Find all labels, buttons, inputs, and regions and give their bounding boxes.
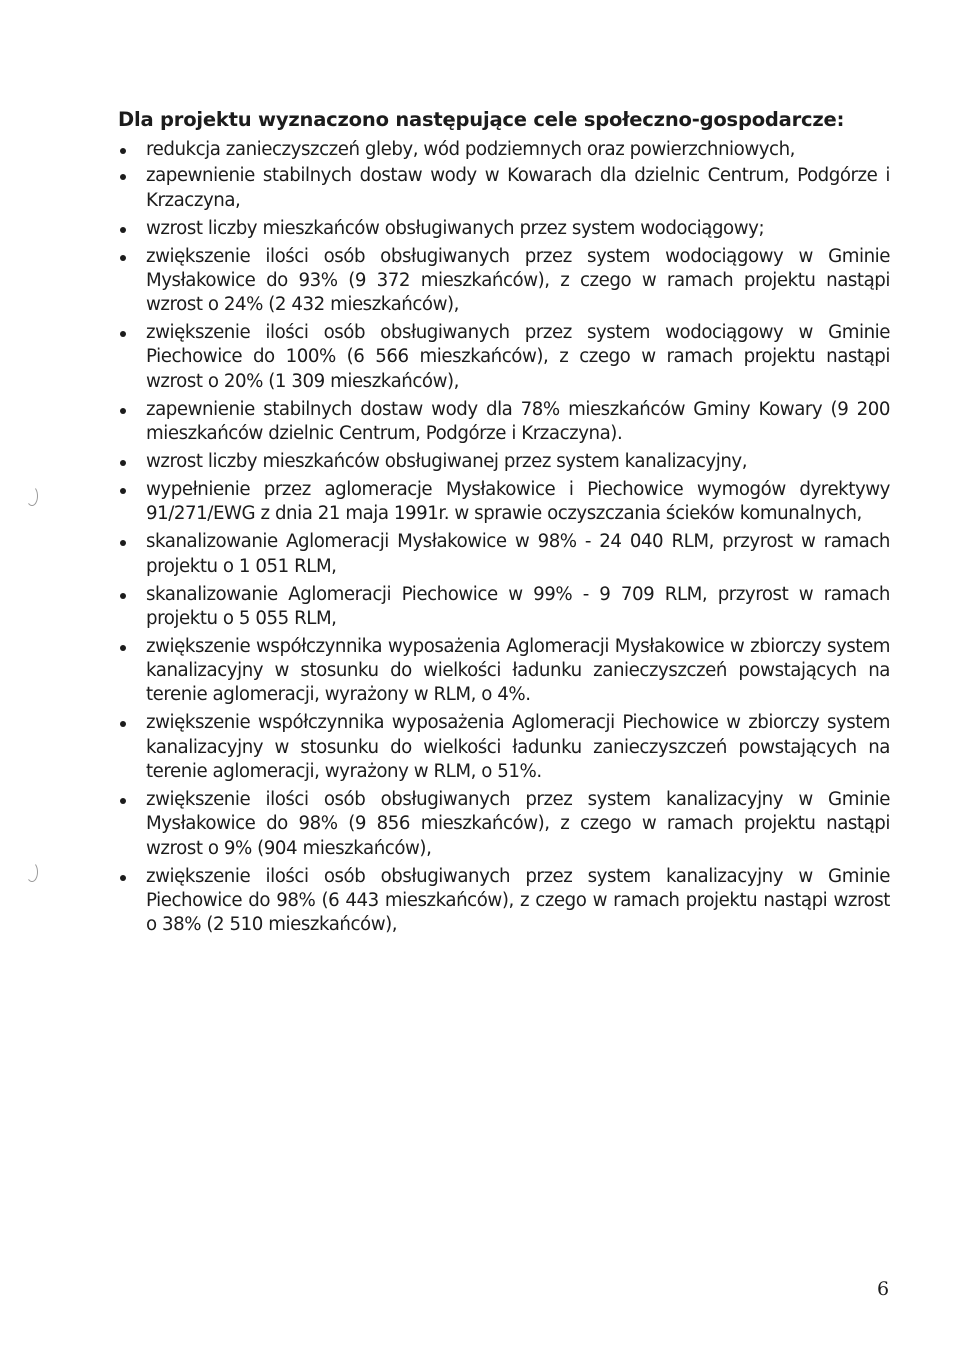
list-item-text: zwiększenie ilości osób obsługiwanych przez system wodociągowy w Gminie Mysłakowice do 93% (9 372 mieszkańców), z czego w ramach projektu nastąpi wzrost o 24% (2 432 mieszkańców),	[146, 245, 890, 316]
list-item-text: zwiększenie ilości osób obsługiwanych przez system wodociągowy w Gminie Piechowice do 100% (6 566 mieszkańców), z czego w ramach projektu nastąpi wzrost o 20% (1 309 mieszkańców),	[146, 322, 890, 392]
bullet-icon	[120, 540, 126, 546]
bullet-icon	[120, 798, 126, 804]
list-item-text: zwiększenie ilości osób obsługiwanych przez system kanalizacyjny w Gminie Mysłakowice do 98% (9 856 mieszkańców), z czego w ramach projektu nastąpi wzrost o 9% (904 mieszkańców),	[146, 788, 890, 859]
list-item	[118, 217, 890, 241]
bullet-icon	[120, 331, 126, 337]
bullet-icon	[120, 645, 126, 651]
section-heading: Dla projektu wyznaczono następujące cele społeczno-gospodarcze:	[118, 108, 845, 131]
bullet-icon	[120, 460, 126, 466]
bullet-icon	[120, 227, 126, 233]
goals-list	[118, 138, 890, 941]
list-item	[118, 450, 890, 474]
bullet-icon	[120, 593, 126, 599]
list-item	[118, 788, 890, 861]
list-item	[118, 583, 890, 632]
bullet-icon	[120, 174, 126, 180]
list-item	[118, 530, 890, 579]
list-item	[118, 478, 890, 527]
list-item	[118, 245, 890, 318]
list-item-text: skanalizowanie Aglomeracji Mysłakowice w 98% - 24 040 RLM, przyrost w ramach projektu o 1 051 RLM,	[146, 531, 890, 577]
page-number: 6	[877, 1278, 890, 1300]
list-item-text: redukcja zanieczyszczeń gleby, wód podziemnych oraz powierzchniowych,	[146, 139, 796, 160]
list-item	[118, 398, 890, 447]
bullet-icon	[120, 488, 126, 494]
list-item-text: wypełnienie przez aglomeracje Mysłakowice i Piechowice wymogów dyrektywy 91/271/EWG z dnia 21 maja 1991r. w sprawie oczyszczania ścieków komunalnych,	[146, 478, 890, 525]
bullet-icon	[120, 255, 126, 261]
list-item-text: zwiększenie współczynnika wyposażenia Aglomeracji Piechowice w zbiorczy system kanalizacyjny w stosunku do wielkości ładunku zanieczyszczeń powstających na terenie aglomeracji, wyrażony w RLM, o 51%.	[146, 712, 890, 782]
pen-mark-icon	[26, 862, 38, 882]
bullet-icon	[120, 875, 126, 881]
list-item-text: zwiększenie ilości osób obsługiwanych przez system kanalizacyjny w Gminie Piechowice do 98% (6 443 mieszkańców), z czego w ramach projektu nastąpi wzrost o 38% (2 510 mieszkańców),	[146, 865, 890, 936]
list-item-text: wzrost liczby mieszkańców obsługiwanej przez system kanalizacyjny,	[146, 451, 748, 472]
list-item-text: wzrost liczby mieszkańców obsługiwanych przez system wodociągowy;	[146, 217, 765, 239]
list-item-text: zapewnienie stabilnych dostaw wody w Kowarach dla dzielnic Centrum, Podgórze i Krzaczyna,	[146, 165, 890, 211]
list-item	[118, 164, 890, 213]
pen-mark-icon	[26, 486, 38, 506]
list-item-text: skanalizowanie Aglomeracji Piechowice w 99% - 9 709 RLM, przyrost w ramach projektu o 5 055 RLM,	[146, 583, 890, 629]
bullet-icon	[120, 148, 126, 154]
list-item-text: zwiększenie współczynnika wyposażenia Aglomeracji Mysłakowice w zbiorczy system kanalizacyjny w stosunku do wielkości ładunku zanieczyszczeń powstających na terenie aglomeracji, wyrażony w RLM, o 4%.	[146, 635, 890, 706]
list-item	[118, 635, 890, 708]
list-item	[118, 865, 890, 938]
list-item	[118, 321, 890, 394]
list-item-text: zapewnienie stabilnych dostaw wody dla 78% mieszkańców Gminy Kowary (9 200 mieszkańców dzielnic Centrum, Podgórze i Krzaczyna).	[146, 398, 890, 445]
list-item	[118, 711, 890, 784]
bullet-icon	[120, 408, 126, 414]
bullet-icon	[120, 721, 126, 727]
list-item	[118, 138, 890, 162]
